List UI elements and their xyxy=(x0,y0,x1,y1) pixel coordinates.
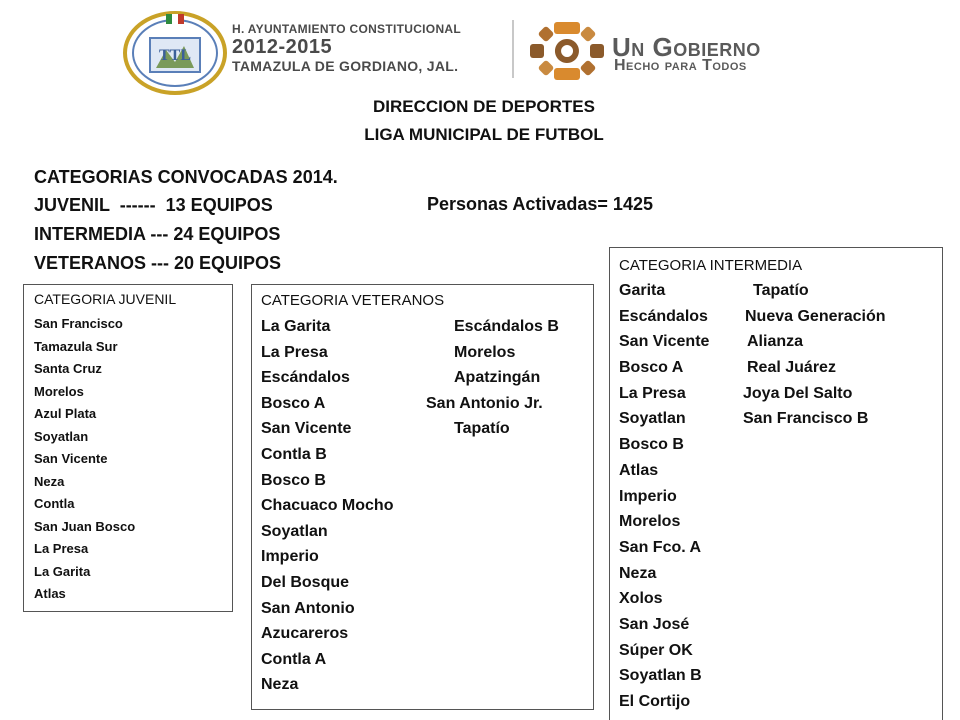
categories-heading: CATEGORIAS CONVOCADAS 2014. xyxy=(34,167,338,187)
team-col1: Escándalos xyxy=(261,369,350,387)
intermedia-team-list xyxy=(619,282,886,719)
list-item: Neza xyxy=(261,676,299,694)
juvenil-team-list xyxy=(34,316,135,609)
list-item: Imperio xyxy=(619,487,677,505)
municipal-seal-icon xyxy=(122,10,228,96)
list-item: El Cortijo xyxy=(619,693,691,710)
ayuntamiento-name: H. AYUNTAMIENTO CONSTITUCIONAL xyxy=(232,22,462,36)
list-item: Santa Cruz xyxy=(34,361,102,376)
list-item: Contla B xyxy=(261,445,327,463)
list-item xyxy=(261,343,516,370)
list-item: Atlas xyxy=(619,461,659,479)
list-item xyxy=(619,410,869,436)
list-item xyxy=(261,394,543,421)
league-title: LIGA MUNICIPAL DE FUTBOL xyxy=(364,125,604,144)
team-col2: Escándalos B xyxy=(454,318,559,335)
team-col1: Garita xyxy=(619,282,666,299)
list-item: La Garita xyxy=(34,563,91,579)
veteranos-title: CATEGORIA VETERANOS xyxy=(261,292,445,309)
list-item xyxy=(619,384,853,411)
team-col2: Tapatío xyxy=(753,282,809,299)
list-item: Atlas xyxy=(34,586,66,601)
team-col2: Tapatío xyxy=(454,420,510,438)
list-item: Morelos xyxy=(619,513,681,531)
team-col1: San Vicente xyxy=(619,333,710,351)
summary-intermedia: INTERMEDIA --- 24 EQUIPOS xyxy=(34,224,281,244)
list-item: Bosco B xyxy=(261,471,326,489)
intermedia-title: CATEGORIA INTERMEDIA xyxy=(619,257,803,274)
list-item: Del Bosque xyxy=(261,573,350,591)
ayuntamiento-location: TAMAZULA DE GORDIANO, JAL. xyxy=(232,58,459,74)
list-item: Tamazula Sur xyxy=(34,338,118,354)
list-item: San José xyxy=(619,615,690,633)
list-item: Contla A xyxy=(261,650,327,668)
list-item: San Antonio xyxy=(261,599,355,617)
list-item: Soyatlan xyxy=(34,428,89,444)
list-item xyxy=(619,359,836,385)
list-item: San Francisco xyxy=(34,316,123,331)
gobierno-logo-icon xyxy=(528,20,606,82)
list-item: Bosco B xyxy=(619,436,684,454)
persons-activated: Personas Activadas= 1425 xyxy=(427,194,653,214)
team-col2: Morelos xyxy=(454,343,516,361)
department-title: DIRECCION DE DEPORTES xyxy=(373,97,595,116)
list-item xyxy=(261,369,541,395)
team-col1: La Presa xyxy=(619,384,686,402)
team-col2: Nueva Generación xyxy=(745,307,886,325)
team-col1: Escándalos xyxy=(619,307,708,325)
list-item: Neza xyxy=(619,564,657,582)
summary-juvenil: JUVENIL ------ 13 EQUIPOS xyxy=(34,195,273,215)
seal-text: TTL xyxy=(158,47,192,64)
list-item: Azul Plata xyxy=(34,406,97,421)
slogan-line-1: Un Gobierno xyxy=(612,32,761,62)
list-item: Morelos xyxy=(34,383,84,399)
team-col2: Alianza xyxy=(747,333,804,351)
intermedia-box xyxy=(609,247,943,720)
list-item: Neza xyxy=(34,473,65,489)
list-item: Chacuaco Mocho xyxy=(261,497,394,515)
summary-veteranos: VETERANOS --- 20 EQUIPOS xyxy=(34,253,282,273)
header-divider xyxy=(512,20,514,78)
list-item: Imperio xyxy=(261,548,319,566)
slogan-line-2: Hecho para Todos xyxy=(614,57,747,74)
team-col1: San Vicente xyxy=(261,420,352,438)
list-item xyxy=(261,318,559,344)
team-col1: Bosco A xyxy=(619,359,684,377)
team-col2: Joya Del Salto xyxy=(743,384,853,402)
list-item: Xolos xyxy=(619,590,663,608)
list-item: Soyatlan xyxy=(261,522,328,540)
ayuntamiento-period: 2012-2015 xyxy=(232,36,333,58)
team-col1: La Garita xyxy=(261,318,331,335)
team-col2: Real Juárez xyxy=(747,359,836,377)
team-col1: Bosco A xyxy=(261,394,326,412)
list-item xyxy=(619,282,809,308)
veteranos-team-list xyxy=(261,318,559,702)
list-item xyxy=(619,307,886,334)
veteranos-box xyxy=(251,284,594,710)
team-col1: Soyatlan xyxy=(619,410,686,428)
list-item: San Fco. A xyxy=(619,538,702,556)
team-col2: San Francisco B xyxy=(743,410,869,428)
team-col1: La Presa xyxy=(261,343,328,361)
list-item: Soyatlan B xyxy=(619,667,702,685)
list-item: San Juan Bosco xyxy=(34,518,136,534)
team-col2: Apatzingán xyxy=(454,369,541,387)
juvenil-title: CATEGORIA JUVENIL xyxy=(34,291,177,307)
list-item xyxy=(619,333,804,359)
list-item xyxy=(261,420,510,446)
juvenil-box xyxy=(23,284,233,612)
list-item: La Presa xyxy=(34,541,89,556)
list-item: San Vicente xyxy=(34,451,108,466)
team-col2: San Antonio Jr. xyxy=(426,394,543,412)
list-item: Contla xyxy=(34,496,75,511)
list-item: Azucareros xyxy=(261,625,349,643)
list-item: Súper OK xyxy=(619,641,693,659)
